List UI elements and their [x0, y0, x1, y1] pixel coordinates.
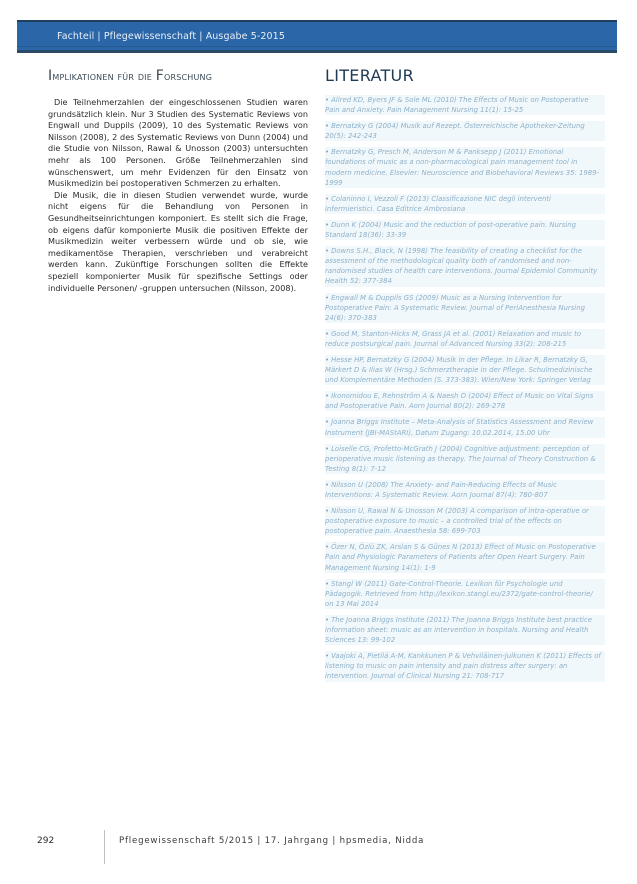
- reference-item: [325, 194, 605, 214]
- heading-initial: I: [48, 68, 53, 84]
- reference-text: Nilsson U, Rawal N & Unosson M (2003) A comparison of intra-operative or postoperative exposure to music – a controlled trial of the effects on postoperative pain. Anaesthesia 58: 699-703: [325, 507, 589, 536]
- reference-item: [325, 293, 605, 323]
- reference-list: [325, 95, 605, 682]
- reference-item: [325, 95, 605, 115]
- right-column: [325, 66, 605, 688]
- section-heading-implikationen: [48, 68, 308, 84]
- bullet-icon: •: [325, 579, 330, 588]
- reference-text: Loiselle CG, Profetto-McGrath J (2004) Cognitive adjustment: perception of perioperative music listening as therapy. The Journal of Theory Construction & Testing 8(1): 7-12: [325, 444, 596, 473]
- reference-text: Stangl W (2011) Gate-Control-Theorie. Lexikon für Psychologie und Pädagogik. Retrieved from http://lexikon.stangl.eu/2372/gate-control-theorie/ on 13 Mai 2014: [325, 579, 593, 608]
- reference-text: Downs S.H., Black, N (1998) The feasibility of creating a checklist for the assessment of the methodological quality both of randomised and non-randomised studies of health care interventions. Journal Epidemiol Community Health 52: 377-384: [325, 247, 598, 286]
- left-column: [48, 68, 308, 294]
- literatur-heading: LITERATUR: [325, 66, 414, 85]
- reference-item: [325, 355, 605, 385]
- reference-item: [325, 121, 605, 141]
- reference-text: Dunn K (2004) Music and the reduction of post-operative pain. Nursing Standard 18(36): 33-39: [325, 220, 576, 240]
- reference-text: Colaninno I, Vezzoli F (2013) Classificazione NIC degli interventi infermieristici. Casa Editrice Ambrosiana: [325, 194, 551, 213]
- bullet-icon: •: [325, 329, 330, 338]
- footer-publication: Pflegewissenschaft 5/2015 | 17. Jahrgang | hpsmedia, Nidda: [119, 836, 425, 846]
- reference-item: [325, 480, 605, 500]
- bullet-icon: •: [325, 220, 330, 229]
- body-paragraph: Die Musik, die in diesen Studien verwendet wurde, wurde nicht eigens für die Behandlung von Personen in Gesundheitseinrichtungen komponiert. Es stellt sich die Frage, ob eigens dafür komponierte Musik die positiven Effekte der Musikmedizin weiter verbessern würde und ob sie, wie medikamentöse Therapien, verschrieben und verabreicht werden kann. Zukünftige Forschungen sollten die Effekte speziell komponierter Musik für spezifische Settings oder individuelle Personen/ -gruppen untersuchen (Nilsson, 2008).: [48, 189, 308, 293]
- reference-text: Joanna Briggs Institute – Meta-Analysis of Statistics Assessment and Review Instrument (JBI-MAStARI), Datum Zugang: 10.02.2014, 15.00 Uhr: [325, 418, 594, 437]
- body-paragraph: Die Teilnehmerzahlen der eingeschlossenen Studien waren grundsätzlich klein. Nur 3 Studien des Systematic Reviews von Engwall und Duppils (2009), 10 des Systematic Reviews von Nilsson (2008), 2 des Systematic Reviews von Dunn (2004) und die Studie von Nilsson, Rawal & Unosson (2003) untersuchten mehr als 100 Personen. Größe Teilnehmerzahlen sind wünschenswert, um mehr Evidenzen für den Einsatz von Musikmedizin bei postoperativen Schmerzen zu erhalten.: [48, 97, 308, 189]
- bullet-icon: •: [325, 355, 330, 364]
- reference-text: The Joanna Briggs Institute (2011) The Joanna Briggs Institute best practice information sheet: music as an intervention in hospitals. Nursing and Health Sciences 13: 99-102: [325, 615, 593, 645]
- reference-item: [325, 579, 605, 609]
- reference-text: Allred KD, Byers JF & Sole ML (2010) The Effects of Music on Postoperative Pain and Anxiety. Pain Management Nursing 11(1): 15-25: [325, 96, 589, 115]
- bullet-icon: •: [325, 194, 330, 203]
- bullet-icon: •: [325, 293, 330, 302]
- bullet-icon: •: [325, 247, 330, 256]
- heading-initial: F: [155, 68, 164, 84]
- reference-item: [325, 615, 605, 645]
- reference-item: [325, 329, 605, 349]
- bullet-icon: •: [325, 444, 330, 453]
- reference-item: [325, 246, 605, 286]
- bullet-icon: •: [325, 392, 330, 401]
- reference-text: Hesse HP, Bernatzky G (2004) Musik in der Pflege. In Likar R, Bernatzky G, Märkert D & Ilias W (Hrsg.) Schmerztherapie in der Pflege. Schulmedizinische und Komplementäre Methoden (S. 373-383). Wien/New York: Springer Verlag: [325, 355, 593, 385]
- reference-item: [325, 147, 605, 187]
- bullet-icon: •: [325, 122, 330, 131]
- bullet-icon: •: [325, 480, 330, 489]
- reference-item: [325, 444, 605, 474]
- reference-text: Nilsson U (2008) The Anxiety- and Pain-Reducing Effects of Music Interventions: A Systematic Review. Aorn Journal 87(4): 780-807: [325, 480, 557, 499]
- reference-item: [325, 542, 605, 572]
- reference-item: [325, 220, 605, 240]
- reference-item: [325, 391, 605, 411]
- page-number: 292: [37, 836, 55, 846]
- heading-text: orschung: [163, 70, 213, 83]
- bullet-icon: •: [325, 507, 330, 516]
- running-header: Fachteil | Pflegewissenschaft | Ausgabe 5-2015: [57, 31, 285, 42]
- header-band: [17, 20, 617, 53]
- reference-text: Ikonomidou E, Rehnström A & Naesh O (2004) Effect of Music on Vital Signs and Postoperative Pain. Aorn Journal 80(2): 269-278: [325, 392, 594, 411]
- reference-text: Özer N, Özlü ZK, Arslan S & Günes N (2013) Effect of Music on Postoperative Pain and Physiologic Parameters of Patients after Open Heart Surgery. Pain Management Nursing 14(1): 1-9: [325, 543, 596, 572]
- bullet-icon: •: [325, 543, 330, 552]
- reference-item: [325, 651, 605, 681]
- bullet-icon: •: [325, 615, 330, 624]
- reference-text: Good M, Stanton-Hicks M, Grass JA et al. (2001) Relaxation and music to reduce postsurgical pain. Journal of Advanced Nursing 33(2): 208-215: [325, 329, 582, 348]
- bullet-icon: •: [325, 418, 330, 427]
- footer-divider: [104, 830, 105, 864]
- reference-text: Bernatzky G, Presch M, Anderson M & Panksepp J (2011) Emotional foundations of music as a non-pharmacological pain management tool in modern medicine. Elsevier: Neuroscience and Biobehavioral Reviews 35: 1989-1999: [325, 148, 600, 187]
- heading-text: mplikationen für die: [52, 70, 156, 83]
- reference-item: [325, 417, 605, 437]
- reference-text: Bernatzky G (2004) Musik auf Rezept. Österreichische Apotheker-Zeitung 20(5): 242-243: [325, 122, 585, 141]
- reference-item: [325, 506, 605, 536]
- bullet-icon: •: [325, 652, 330, 661]
- reference-text: Vaajoki A, Pietilä A-M, Kankkunen P & Vehviläinen-Julkunen K (2011) Effects of listening to music on pain intensity and pain distress after surgery: an intervention. Journal of Clinical Nursing 21: 708-717: [325, 652, 601, 681]
- bullet-icon: •: [325, 96, 330, 104]
- bullet-icon: •: [325, 148, 330, 157]
- reference-text: Engwall M & Duppils GS (2009) Music as a Nursing Intervention for Postoperative Pain: A Systematic Review. Journal of PeriAnesthesia Nursing 24(6): 370-383: [325, 293, 585, 322]
